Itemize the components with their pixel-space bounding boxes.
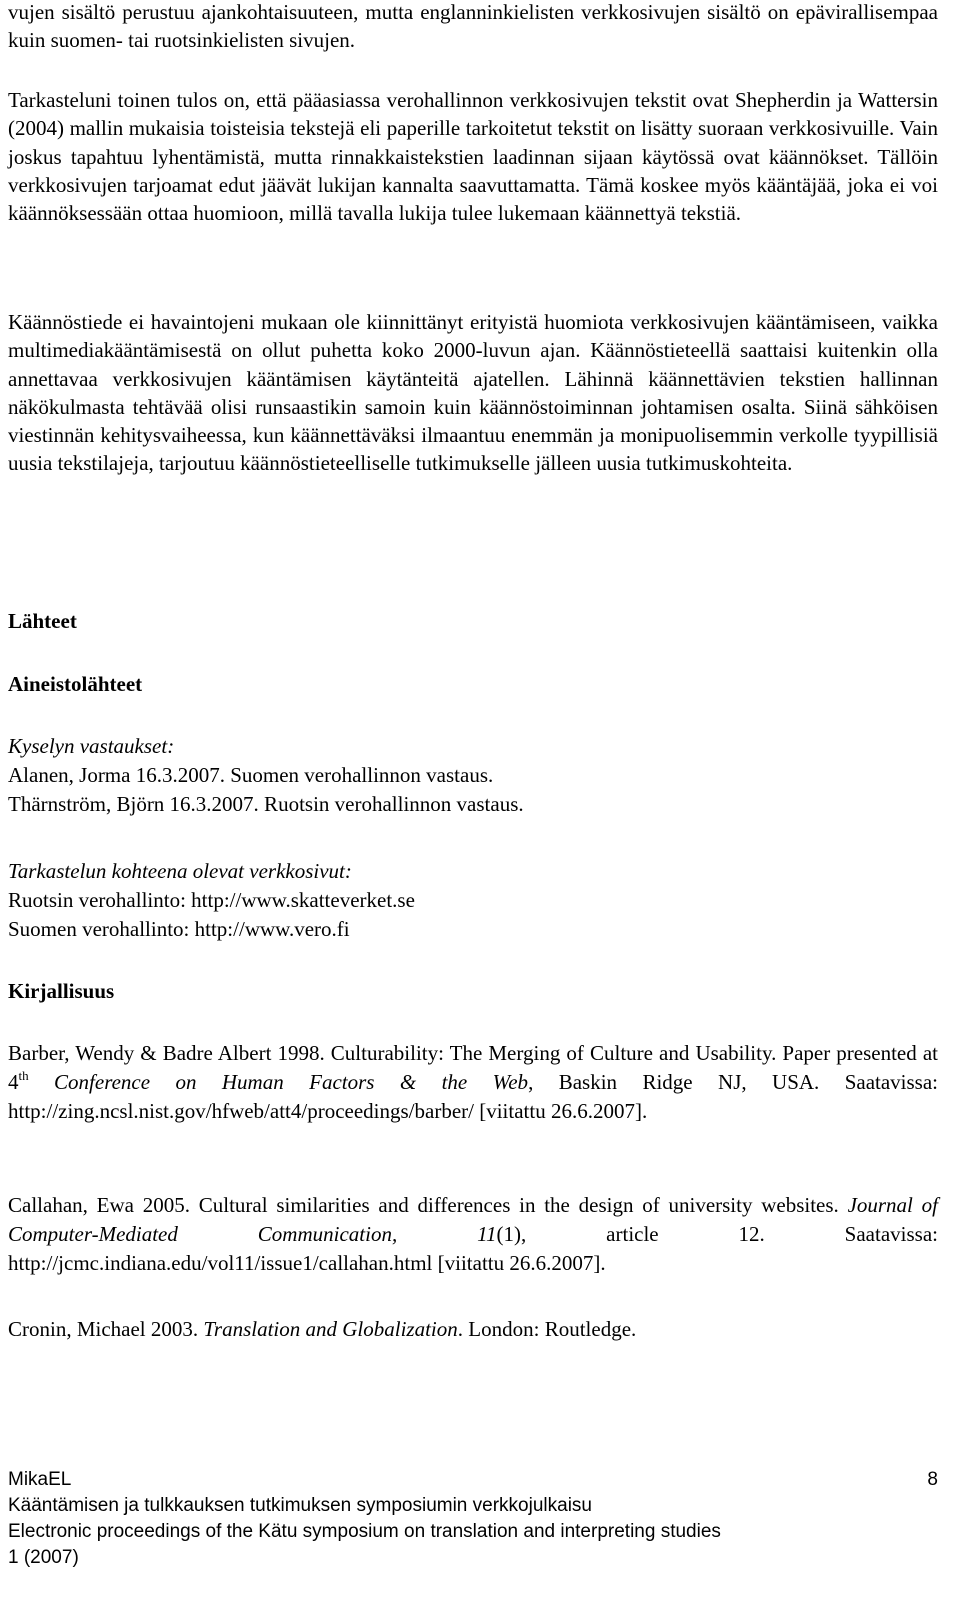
- website-line: Suomen verohallinto: http://www.vero.fi: [8, 917, 350, 941]
- reference-cronin: [8, 1315, 938, 1344]
- footer-line: Kääntämisen ja tulkkauksen tutkimuksen symposiumin verkkojulkaisu: [8, 1495, 592, 1516]
- reference-text: (1), article 12. Saatavissa: http://jcmc.indiana.edu/vol11/issue1/callahan.html [viitattu 26.6.2007].: [8, 1222, 938, 1275]
- reference-title: Translation and Globalization: [203, 1317, 458, 1341]
- body-paragraph-2: Tarkasteluni toinen tulos on, että pääasiassa verohallinnon verkkosivujen tekstit ovat Shepherdin ja Wattersin (2004) mallin mukaisia toisteisia tekstejä eli paperille tarkoitetut tekstit on lisätty suoraan verkkosivuille. Vain joskus tapahtuu lyhentämistä, mutta rinnakkaistekstien laadinnan sijaan käytössä ovat käännökset. Tällöin verkkosivujen tarjoamat edut jäävät lukijan kannalta saavuttamatta. Tämä koskee myös kääntäjää, joka ei voi käännöksessään ottaa huomioon, millä tavalla lukija tulee lukemaan käännettyä tekstiä.: [8, 88, 938, 226]
- websites-label: Tarkastelun kohteena olevat verkkosivut:: [8, 859, 352, 883]
- survey-label: Kyselyn vastaukset:: [8, 734, 175, 758]
- reference-callahan: [8, 1191, 938, 1278]
- reference-text: Cronin, Michael 2003.: [8, 1317, 204, 1341]
- reference-text: [29, 1070, 54, 1094]
- reference-barber: [8, 1039, 938, 1126]
- reference-text: , Baskin Ridge NJ, USA. Saatavissa: http://zing.ncsl.nist.gov/hfweb/att4/proceedings/barber/ [viitattu 26.6.2007].: [8, 1070, 939, 1123]
- reference-text: Barber, Wendy & Badre Albert 1998. Culturability: The Merging of Culture and Usability. Paper presented at 4: [8, 1041, 938, 1094]
- survey-line: Thärnström, Björn 16.3.2007. Ruotsin verohallinnon vastaus.: [8, 792, 524, 816]
- footer-journal-name: MikaEL: [8, 1469, 72, 1490]
- footer-line: 1 (2007): [8, 1547, 79, 1568]
- body-paragraph-3: Käännöstiede ei havaintojeni mukaan ole kiinnittänyt erityistä huomiota verkkosivujen kääntämiseen, vaikka multimediakääntämisestä on ollut puhetta koko 2000-luvun ajan. Käännöstieteellä saattaisi kuitenkin olla annettavaa verkkosivujen kääntämisen käytänteitä ajatellen. Lähinnä käännettävien tekstien hallinnan näkökulmasta tehtävää olisi runsaastikin samoin kuin käännöstoiminnan johtamisen osalta. Siinä sähköisen viestinnän kehitysvaiheessa, kun käännettäväksi ilmaantuu enemmän ja monipuolisemmin verkolle tyypillisiä uusia tekstilajeja, tarjoutuu käännöstieteelliselle tutkimukselle jälleen uusia tutkimuskohteita.: [8, 310, 938, 476]
- reference-text: Callahan, Ewa 2005. Cultural similarities and differences in the design of university websites.: [8, 1193, 848, 1217]
- footer-line: Electronic proceedings of the Kätu symposium on translation and interpreting studies: [8, 1521, 721, 1542]
- reference-title: Journal of Computer-Mediated Communication, 11: [8, 1193, 938, 1246]
- reference-text: . London: Routledge.: [457, 1317, 637, 1341]
- literature-heading: Kirjallisuus: [8, 979, 115, 1003]
- page-footer: [8, 1467, 938, 1571]
- body-paragraph-1: vujen sisältö perustuu ajankohtaisuuteen, mutta englanninkielisten verkkosivujen sisältö on epävirallisempaa kuin suomen- tai ruotsinkielisten sivujen.: [8, 0, 938, 53]
- sources-heading: Lähteet: [8, 609, 77, 633]
- website-line: Ruotsin verohallinto: http://www.skatteverket.se: [8, 888, 415, 912]
- reference-title: Conference on Human Factors & the Web: [54, 1070, 529, 1094]
- reference-superscript: th: [18, 1068, 29, 1083]
- survey-line: Alanen, Jorma 16.3.2007. Suomen verohallinnon vastaus.: [8, 763, 494, 787]
- material-sources-heading: Aineistolähteet: [8, 672, 143, 696]
- page-number: 8: [927, 1469, 938, 1490]
